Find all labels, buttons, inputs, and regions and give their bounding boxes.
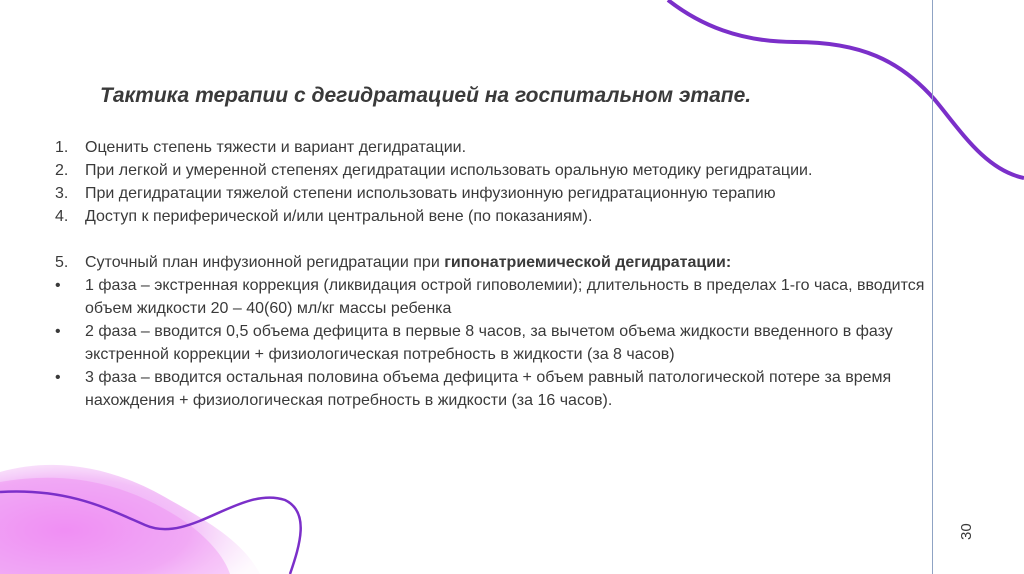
numbered-item-4	[55, 205, 925, 228]
item-marker: 4.	[55, 208, 69, 225]
bullet-marker: •	[55, 277, 61, 294]
vertical-divider	[932, 0, 933, 574]
item-text-bold: гипонатриемической дегидратации:	[444, 254, 732, 271]
bullet-text: 2 фаза – вводится 0,5 объема дефицита в первые 8 часов, за вычетом объема жидкости введенного в фазу экстренной коррекции + физиологическая потребность в жидкости (за 8 часов)	[85, 323, 893, 363]
spacer	[55, 228, 925, 251]
bullet-text: 1 фаза – экстренная коррекция (ликвидация острой гиповолемии); длительность в пределах 1-го часа, вводится объем жидкости 20 – 40(60) мл/кг массы ребенка	[85, 277, 925, 317]
item-text: Оценить степень тяжести и вариант дегидратации.	[85, 139, 467, 156]
bullet-marker: •	[55, 369, 61, 386]
bullet-item-2	[55, 320, 925, 366]
item-marker: 3.	[55, 185, 69, 202]
item-text: При дегидратации тяжелой степени использовать инфузионную регидратационную терапию	[85, 185, 776, 202]
item-text-plain: Суточный план инфузионной регидратации при	[85, 254, 445, 271]
item-marker: 5.	[55, 254, 69, 271]
pink-blob-shape	[0, 465, 260, 574]
purple-curve-bottom	[0, 492, 301, 574]
bullet-text: 3 фаза – вводится остальная половина объема дефицита + объем равный патологической потере за время нахождения + физиологическая потребность в жидкости (за 16 часов).	[85, 369, 892, 409]
item-text	[85, 251, 925, 274]
item-marker: 1.	[55, 139, 69, 156]
item-text: Доступ к периферической и/или центральной вене (по показаниям).	[85, 208, 593, 225]
bullet-item-3	[55, 366, 925, 412]
bullet-item-1	[55, 274, 925, 320]
bullet-marker: •	[55, 323, 61, 340]
item-marker: 2.	[55, 162, 69, 179]
numbered-item-3	[55, 182, 925, 205]
item-text: При легкой и умеренной степенях дегидратации использовать оральную методику регидратации.	[85, 162, 813, 179]
slide-title: Тактика терапии с дегидратацией на госпитальном этапе.	[100, 84, 752, 107]
slide-content	[55, 136, 925, 412]
pink-blob-glow	[0, 478, 230, 574]
page-number: 30	[958, 523, 975, 540]
numbered-item-5	[55, 251, 925, 274]
numbered-item-2	[55, 159, 925, 182]
numbered-item-1	[55, 136, 925, 159]
